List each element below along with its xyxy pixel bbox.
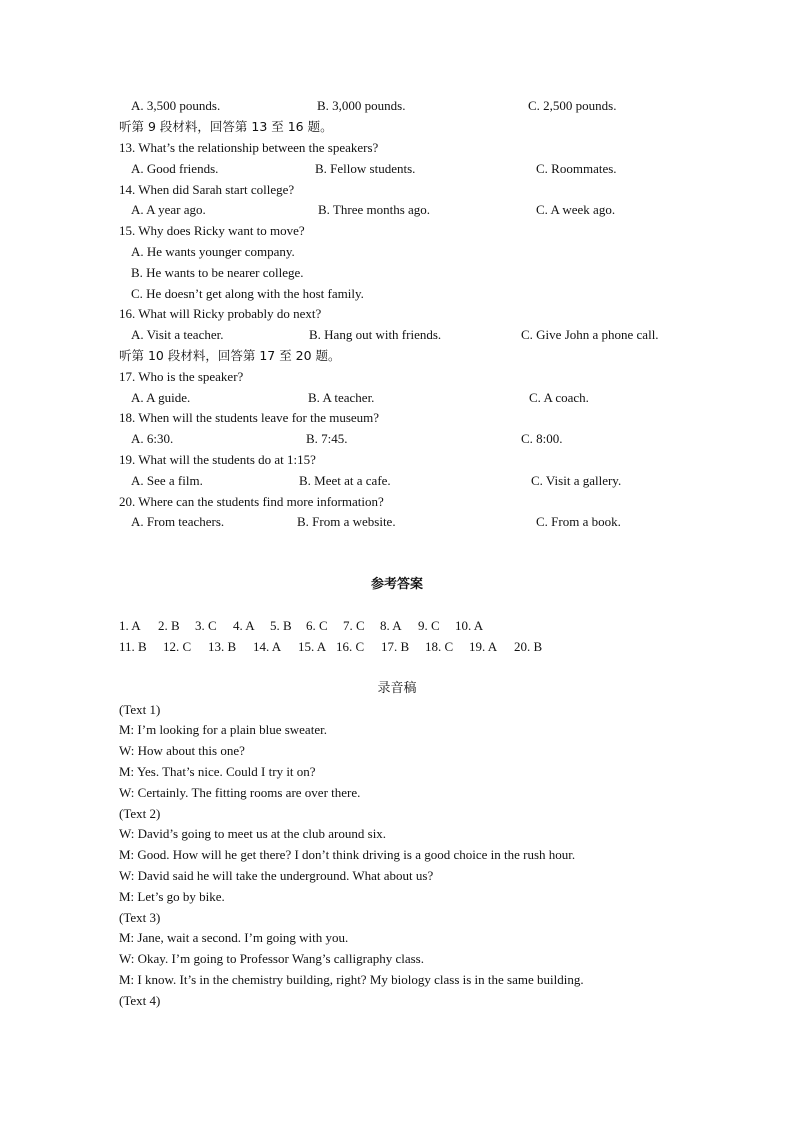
answer-item: 12. C [163,639,192,654]
q18-option-a: A. 6:30. [131,431,174,446]
answer-item: 13. B [208,639,237,654]
q18-option-b: B. 7:45. [306,431,348,446]
q17-option-c: C. A coach. [529,390,589,405]
q17-option-b: B. A teacher. [308,390,375,405]
answer-item: 16. C [336,639,365,654]
q19-option-a: A. See a film. [131,473,203,488]
q13-option-c: C. Roommates. [536,161,617,176]
q20-option-a: A. From teachers. [131,514,225,529]
q16-option-b: B. Hang out with friends. [309,327,442,342]
answer-item: 19. A [469,639,498,654]
answer-item: 17. B [381,639,410,654]
q12-option-a: A. 3,500 pounds. [131,98,221,113]
answer-item: 8. A [380,618,402,633]
q19-option-c: C. Visit a gallery. [531,473,622,488]
q13-option-b: B. Fellow students. [315,161,416,176]
answer-item: 11. B [119,639,147,654]
answer-item: 4. A [233,618,255,633]
answer-item: 15. A [298,639,327,654]
q14-option-a: A. A year ago. [131,202,206,217]
q17-option-a: A. A guide. [131,390,191,405]
answer-item: 9. C [418,618,440,633]
answer-item: 20. B [514,639,543,654]
answer-item: 18. C [425,639,454,654]
answer-item: 2. B [158,618,180,633]
q15-option-c: C. He doesn’t get along with the host family. [131,286,364,301]
q16-option-a: A. Visit a teacher. [131,327,224,342]
transcript-title: 录音稿 [377,681,417,696]
q15-option-b: B. He wants to be nearer college. [131,265,304,280]
answer-item: 7. C [343,618,365,633]
q20-option-b: B. From a website. [297,514,396,529]
q18-option-c: C. 8:00. [521,431,563,446]
q13-option-a: A. Good friends. [131,161,219,176]
answer-item: 1. A [119,618,141,633]
answer-item: 10. A [455,618,484,633]
answer-item: 3. C [195,618,217,633]
answer-item: 5. B [270,618,292,633]
answer-item: 14. A [253,639,282,654]
answers-title: 参考答案 [370,577,423,592]
q14-option-c: C. A week ago. [536,202,616,217]
q12-option-c: C. 2,500 pounds. [528,98,617,113]
answer-item: 6. C [306,618,328,633]
q19-option-b: B. Meet at a cafe. [299,473,391,488]
q16-option-c: C. Give John a phone call. [521,327,659,342]
q15-option-a: A. He wants younger company. [131,244,295,259]
q12-option-b: B. 3,000 pounds. [317,98,406,113]
q14-option-b: B. Three months ago. [318,202,431,217]
q20-option-c: C. From a book. [536,514,621,529]
